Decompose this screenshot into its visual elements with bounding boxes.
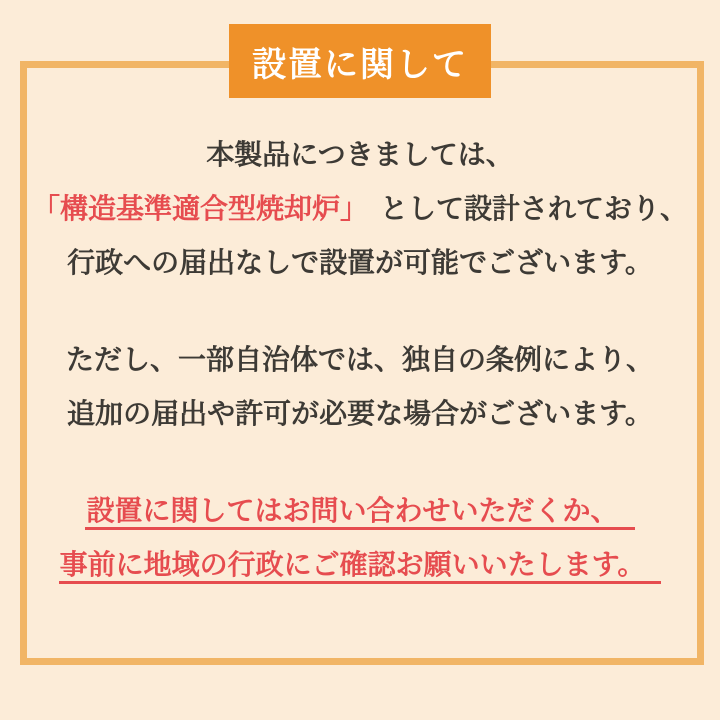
notice-paragraph-intro: [0, 128, 720, 290]
emphasis-red-text: 「構造基準適合型焼却炉」: [31, 193, 368, 224]
text-line: 本製品につきましては、: [206, 139, 514, 170]
section-title: 設置に関して: [252, 45, 468, 84]
notice-paragraph-exception: [0, 333, 720, 441]
section-title-badge: [229, 24, 491, 98]
notice-paragraph-cta: [0, 484, 720, 592]
underlined-red-text: 設置に関してはお問い合わせいただくか、: [85, 495, 634, 530]
text-segment: として設計されており、: [380, 193, 689, 224]
text-line: ただし、一部自治体では、独自の条例により、: [65, 344, 654, 375]
text-line: [0, 484, 720, 538]
text-line: 行政への届出なしで設置が可能でございます。: [67, 247, 653, 278]
underlined-red-text: 事前に地域の行政にご確認お願いいたします。: [59, 549, 662, 584]
text-line: [0, 182, 720, 236]
text-line: 追加の届出や許可が必要な場合がございます。: [67, 398, 653, 429]
text-line: [0, 538, 720, 592]
notice-body: [0, 128, 720, 592]
